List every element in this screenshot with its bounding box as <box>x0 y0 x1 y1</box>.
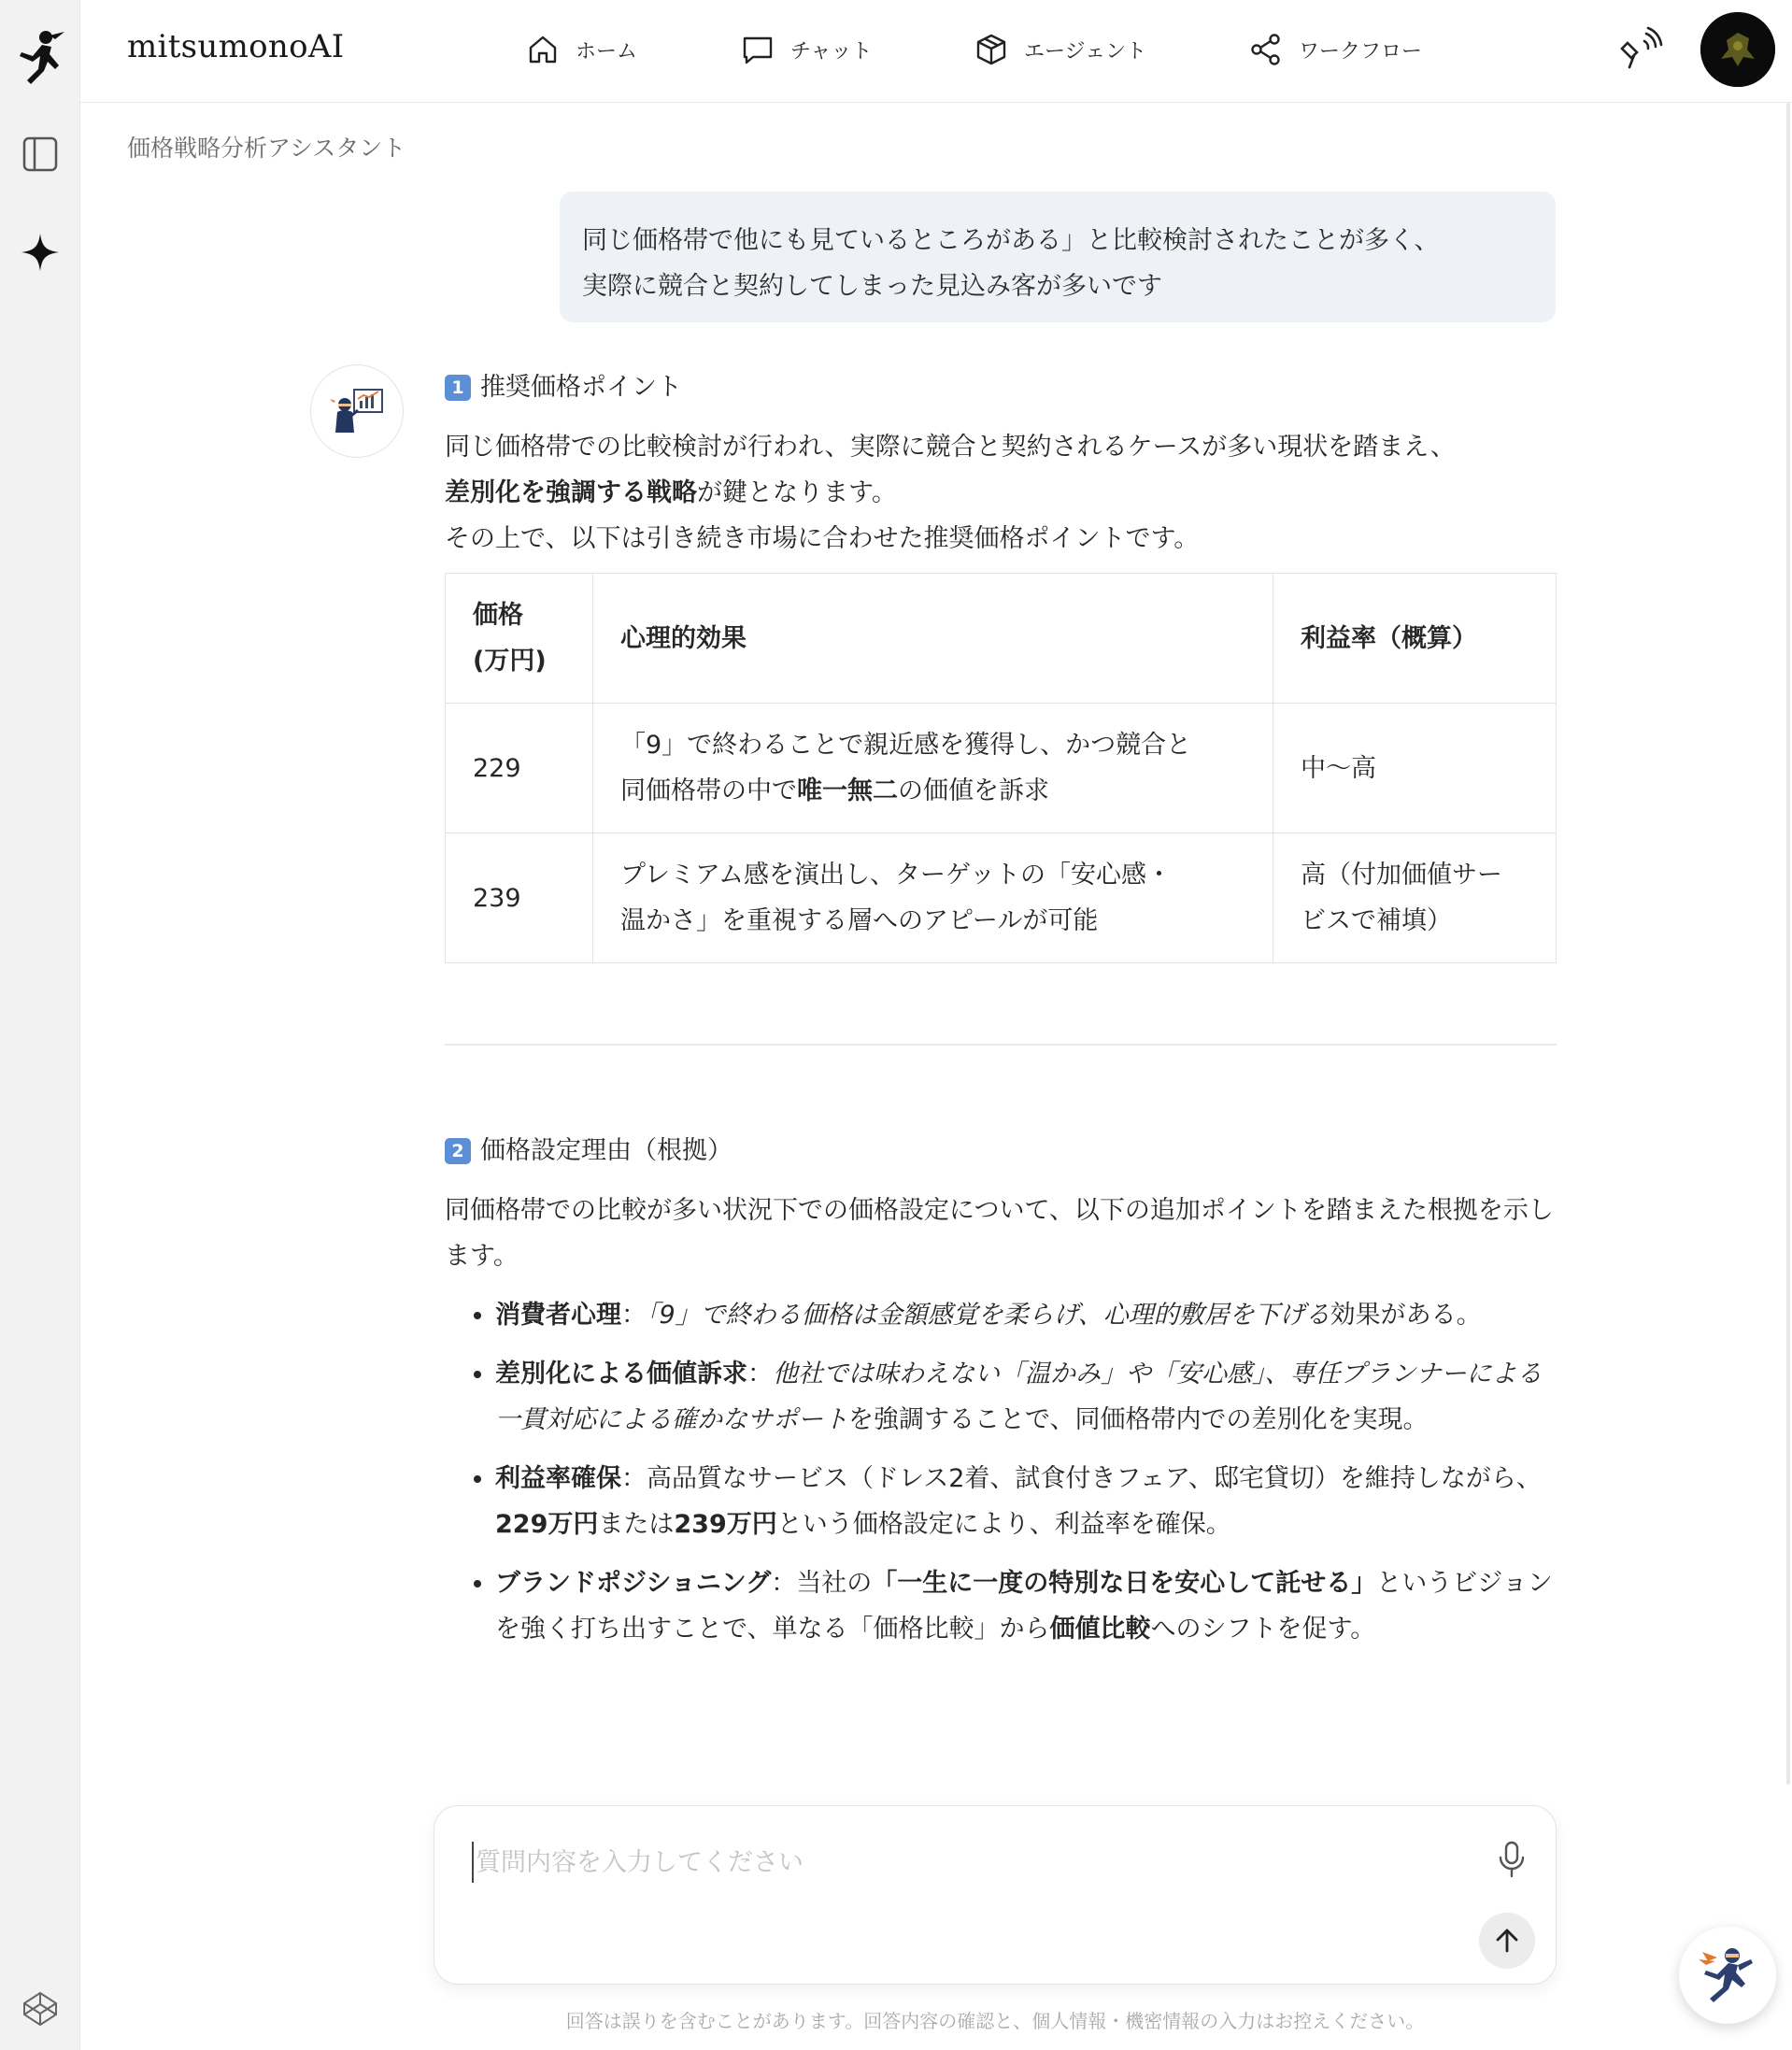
section-title: 価格設定理由（根拠） <box>480 1136 732 1165</box>
table-header-margin: 利益率（概算） <box>1273 574 1557 704</box>
reasons-list <box>445 1292 1557 1652</box>
bold-text: 「一生に一度の特別な日を安心して託せる」 <box>872 1569 1377 1598</box>
table-cell-effect <box>593 704 1273 833</box>
separator: ： <box>621 1464 647 1493</box>
ninja-mascot-icon <box>1695 1943 1760 2008</box>
table-cell-margin: 中〜高 <box>1273 704 1557 833</box>
nav-workflow-label: ワークフロー <box>1299 39 1423 64</box>
share-icon <box>1248 32 1284 67</box>
user-message-bubble <box>560 192 1556 322</box>
cell-text: 「9」で終わることで親近感を獲得し、かつ競合と <box>620 731 1192 760</box>
keycap-number-badge: 2 <box>445 1138 471 1164</box>
user-message-line: 実際に競合と契約してしまった見込み客が多いです <box>582 272 1162 301</box>
chat-input-box <box>434 1805 1557 1985</box>
table-header-effect: 心理的効果 <box>593 574 1273 704</box>
sidebar <box>0 0 80 2050</box>
sparkle-icon[interactable] <box>0 232 80 273</box>
section-heading <box>445 1128 1557 1174</box>
item-text: または <box>598 1510 675 1539</box>
send-button[interactable] <box>1479 1913 1535 1969</box>
header-text: (万円) <box>473 647 547 676</box>
disclaimer-text: 回答は誤りを含むことがあります。回答内容の確認と、個人情報・機密情報の入力はお控えください。 <box>565 2010 1425 2032</box>
scrollbar[interactable] <box>1786 103 1790 1785</box>
user-avatar[interactable] <box>1700 12 1775 87</box>
breadcrumb: 価格戦略分析アシスタント <box>127 135 406 162</box>
list-item <box>495 1292 1557 1338</box>
item-text: を強調することで、同価格帯内での差別化を実現。 <box>848 1405 1429 1434</box>
item-text: 高品質なサービス（ドレス2着、試食付きフェア、邸宅貸切）を維持しながら、 <box>647 1464 1542 1493</box>
table-header-price <box>446 574 593 704</box>
table-header-row <box>446 574 1557 704</box>
nav-home-label: ホーム <box>576 39 638 64</box>
answer-text: が鍵となります。 <box>697 478 897 507</box>
user-message-line: 同じ価格帯で他にも見ているところがある」と比較検討されたことが多く、 <box>582 226 1440 255</box>
ninja-logo-icon[interactable] <box>0 28 80 86</box>
answer-text: 同じ価格帯での比較検討が行われ、実際に競合と契約されるケースが多い現状を踏まえ、 <box>445 433 1456 462</box>
item-label: 差別化による価値訴求 <box>495 1360 747 1388</box>
separator: ： <box>621 1301 647 1330</box>
table-row <box>446 833 1557 963</box>
divider <box>445 1044 1557 1046</box>
signal-icon[interactable] <box>1618 26 1663 77</box>
italic-text: 「9」で終わる価格は金額感覚を柔らげ、心理的敷居を下げる <box>647 1301 1330 1330</box>
cell-text: の価値を訴求 <box>898 776 1049 805</box>
table-cell-price: 239 <box>446 833 593 963</box>
nav-workflow[interactable] <box>1248 30 1422 69</box>
bold-text: 229万円 <box>495 1510 599 1539</box>
header-text: 価格 <box>473 601 523 630</box>
answer-text <box>445 470 1557 516</box>
answer-text: その上で、以下は引き続き市場に合わせた推奨価格ポイントです。 <box>445 524 1200 553</box>
floating-assistant-button[interactable] <box>1679 1927 1776 2024</box>
arrow-up-icon <box>1492 1926 1522 1956</box>
item-text: というビジョンを強く打ち出すことで、単なる「価格比較」から <box>495 1569 1553 1644</box>
list-item <box>495 1456 1557 1547</box>
separator: ： <box>747 1360 773 1388</box>
microphone-icon[interactable] <box>1490 1838 1533 1881</box>
table-cell-margin <box>1273 833 1557 963</box>
nav-chat-label: チャット <box>790 39 873 64</box>
item-text: 効果がある。 <box>1330 1301 1482 1330</box>
list-item <box>495 1351 1557 1443</box>
cell-text <box>620 768 1245 814</box>
nav-agent[interactable] <box>974 30 1146 69</box>
section-heading <box>445 364 1557 410</box>
bold-text: 唯一無二 <box>797 776 898 805</box>
answer-paragraph <box>445 424 1557 562</box>
nav-home[interactable] <box>525 30 637 69</box>
cube-icon <box>974 32 1009 67</box>
table-cell-price: 229 <box>446 704 593 833</box>
chat-icon <box>740 32 775 67</box>
bold-text: 差別化を強調する戦略 <box>445 478 697 507</box>
separator: ： <box>771 1569 797 1598</box>
ninja-presenter-icon <box>326 380 388 442</box>
section-title: 推奨価格ポイント <box>480 373 682 402</box>
question-input[interactable] <box>472 1842 1462 1883</box>
table-cell-effect <box>593 833 1273 963</box>
item-label: ブランドポジショニング <box>495 1569 772 1598</box>
bold-text: 価値比較 <box>1049 1615 1151 1644</box>
item-text: という価格設定により、利益率を確保。 <box>776 1510 1231 1539</box>
cell-text: プレミアム感を演出し、ターゲットの「安心感・ <box>620 861 1172 890</box>
cell-text: 温かさ」を重視する層へのアピールが可能 <box>620 906 1099 935</box>
item-label: 利益率確保 <box>495 1464 621 1493</box>
keycap-number-badge: 1 <box>445 375 471 401</box>
item-label: 消費者心理 <box>495 1301 621 1330</box>
app-title[interactable]: mitsumonoAI <box>127 28 345 65</box>
assistant-answer <box>445 364 1557 1665</box>
cell-text: 同価格帯の中で <box>620 776 797 805</box>
nav-chat[interactable] <box>740 30 872 69</box>
cell-text: 高（付加価値サー <box>1301 861 1502 890</box>
cell-text: ビスで補填） <box>1301 906 1452 935</box>
nav-agent-label: エージェント <box>1024 39 1147 64</box>
header <box>80 0 1792 103</box>
table-row <box>446 704 1557 833</box>
italic-text: 他社では味わえない「温かみ」や「安心感」、専任プランナーによる一貫対応による確かなサポート <box>495 1360 1543 1434</box>
item-text: 当社の <box>796 1569 873 1598</box>
bold-text: 239万円 <box>674 1510 777 1539</box>
assistant-avatar <box>310 364 404 458</box>
sidebar-toggle-icon[interactable] <box>0 136 80 172</box>
price-table <box>445 573 1557 963</box>
answer-paragraph: 同価格帯での比較が多い状況下での価格設定について、以下の追加ポイントを踏まえた根拠を示します。 <box>445 1196 1554 1271</box>
list-item <box>495 1560 1557 1652</box>
home-icon <box>525 32 561 67</box>
item-text: へのシフトを促す。 <box>1150 1615 1376 1644</box>
